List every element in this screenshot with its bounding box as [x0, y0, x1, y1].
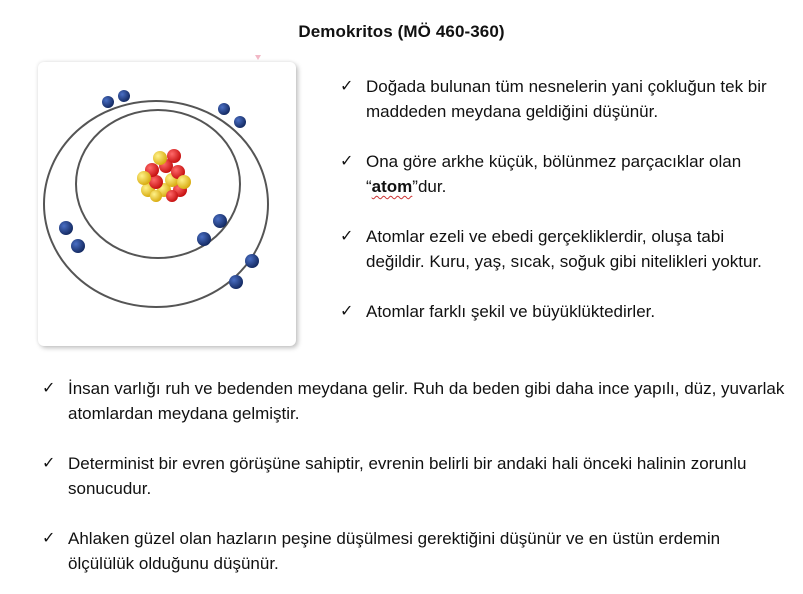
bullet-text-bold-atom: atom [371, 177, 413, 196]
bullet-text-before: Ona göre arkhe küçük, bölünmez parçacıklar olan “ [366, 152, 742, 196]
electron [71, 239, 85, 253]
electron [234, 116, 246, 128]
check-mark-icon: ✓ [340, 303, 354, 320]
check-mark-icon: ✓ [340, 78, 354, 95]
list-item [340, 299, 780, 324]
nucleus [137, 149, 191, 202]
electron [245, 254, 259, 268]
list-item [42, 376, 787, 426]
electron [218, 103, 230, 115]
list-item [42, 526, 787, 576]
bullet-text: Atomlar ezeli ve ebedi gerçekliklerdir, oluşa tabi değildir. Kuru, yaş, sıcak, soğuk gibi nitelikleri yoktur. [366, 227, 762, 271]
atom-model-figure [38, 62, 296, 346]
bullet-text: Atomlar farklı şekil ve büyüklüktedirler. [366, 302, 656, 321]
atom-model-icon [38, 62, 296, 346]
check-mark-icon: ✓ [42, 380, 56, 397]
check-mark-icon: ✓ [340, 153, 354, 170]
check-mark-icon: ✓ [340, 228, 354, 245]
bullet-text: Doğada bulunan tüm nesnelerin yani çokluğun tek bir maddeden meydana geldiğini düşünür. [366, 77, 767, 121]
electron [118, 90, 130, 102]
right-bullet-list [340, 74, 780, 324]
electron [229, 275, 243, 289]
electron [59, 221, 73, 235]
list-item [340, 149, 780, 199]
small-triangle-mark [254, 54, 262, 62]
list-item [340, 224, 780, 274]
bullet-text: Ahlaken güzel olan hazların peşine düşülmesi gerektiğini düşünür ve en üstün erdemin ölçülülük olduğunu düşünür. [68, 529, 721, 573]
electron [197, 232, 211, 246]
bullet-text: Determinist bir evren görüşüne sahiptir, evrenin belirli bir andaki hali önceki halinin zorunlu sonucudur. [68, 454, 747, 498]
electron [102, 96, 114, 108]
bullet-text: İnsan varlığı ruh ve bedenden meydana gelir. Ruh da beden gibi daha ince yapılı, düz, yuvarlak atomlardan meydana gelmiştir. [68, 379, 785, 423]
check-mark-icon: ✓ [42, 455, 56, 472]
list-item [42, 451, 787, 501]
bullet-text-after: ”dur. [412, 177, 447, 196]
list-item [340, 74, 780, 124]
electron [213, 214, 227, 228]
bottom-bullet-list [42, 376, 787, 576]
page-title: Demokritos (MÖ 460-360) [298, 22, 505, 41]
check-mark-icon: ✓ [42, 530, 56, 547]
